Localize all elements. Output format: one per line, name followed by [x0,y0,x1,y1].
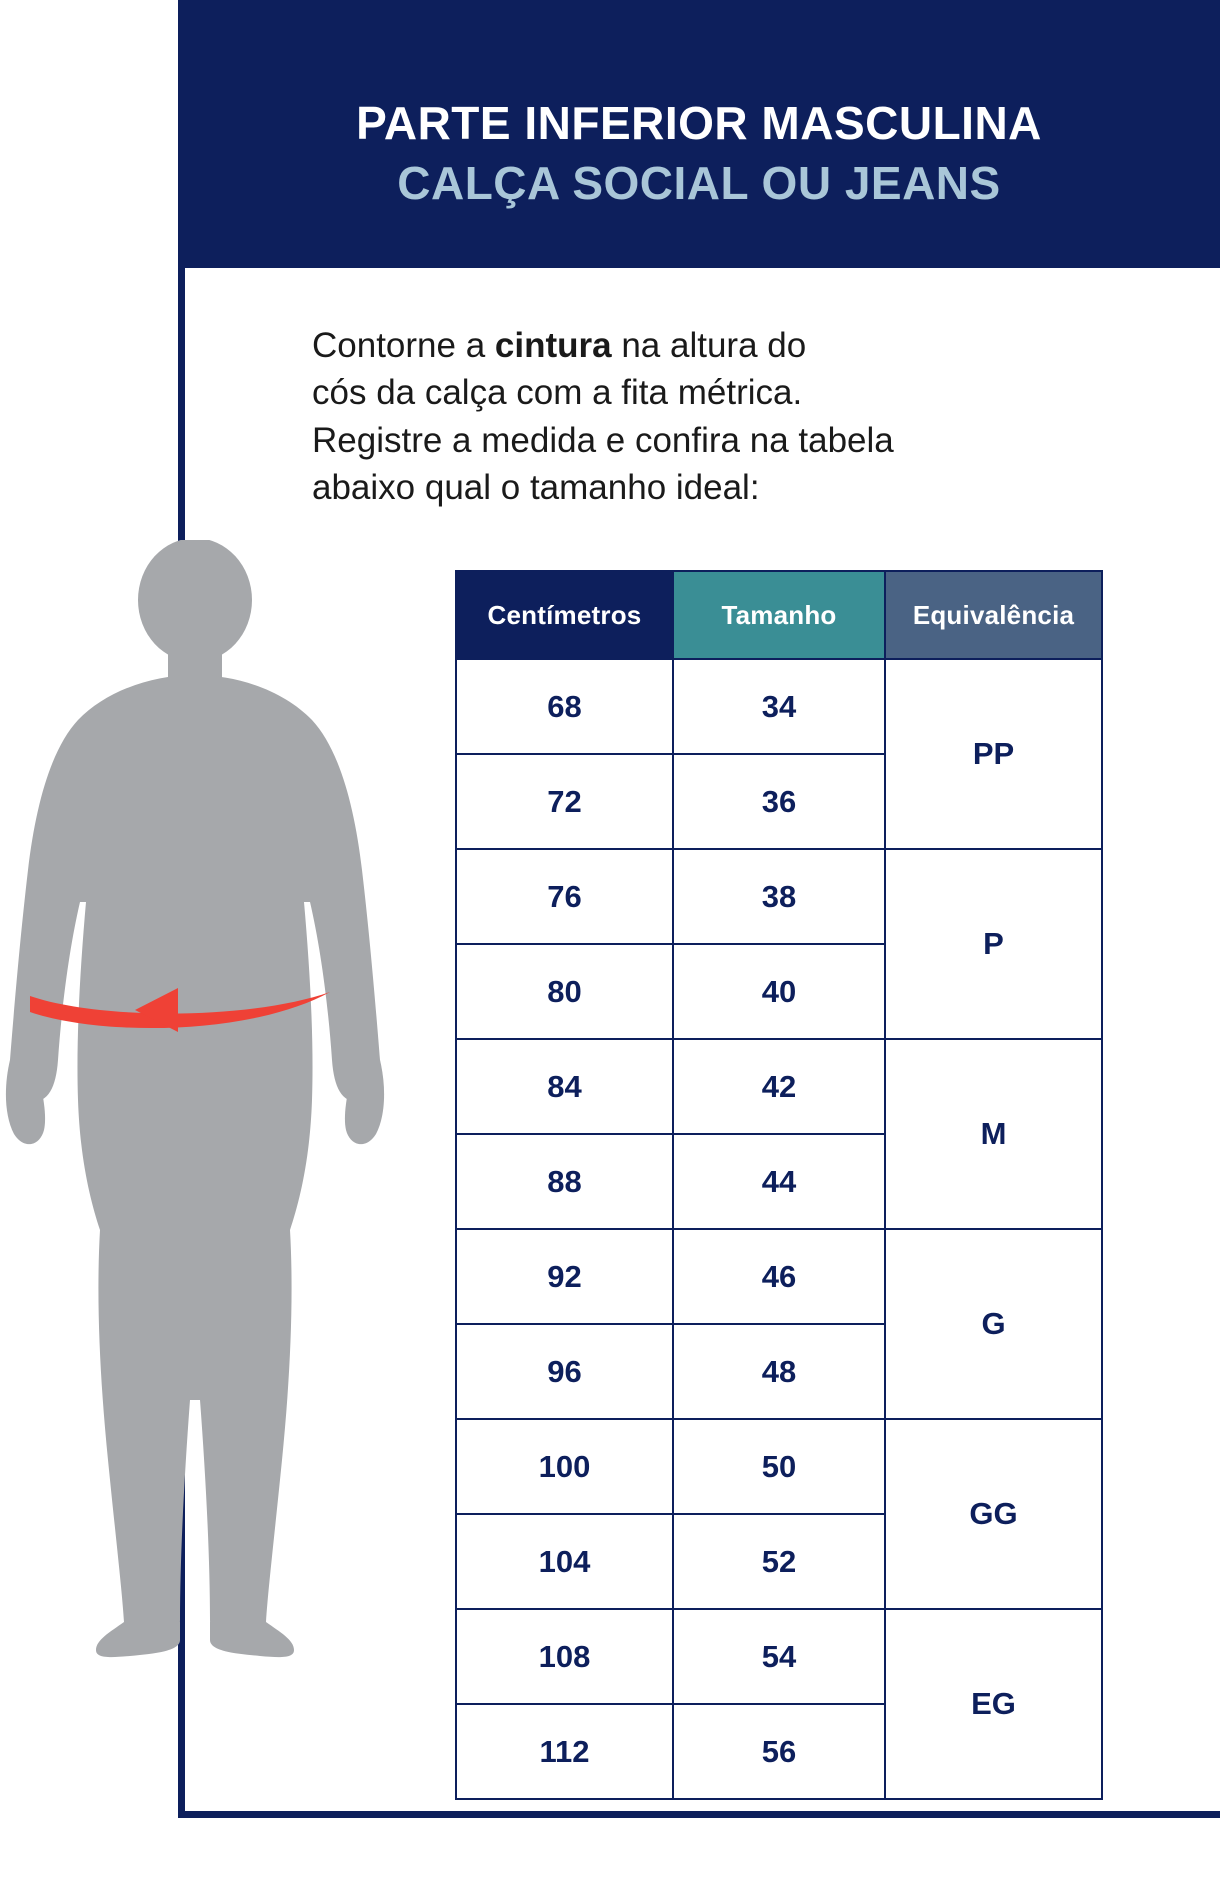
table-row [456,1039,1102,1134]
cell-equivalence: M [885,1039,1102,1229]
table-header-row [456,571,1102,659]
cell-size: 56 [673,1704,885,1799]
table-row [456,1229,1102,1324]
cell-size: 50 [673,1419,885,1514]
column-header-size: Tamanho [673,571,885,659]
instruction-line3: Registre a medida e confira na tabela [312,420,894,460]
header-banner [178,0,1220,268]
cell-size: 34 [673,659,885,754]
instructions-text [312,322,1112,511]
cell-size: 46 [673,1229,885,1324]
cell-centimeters: 72 [456,754,673,849]
cell-centimeters: 88 [456,1134,673,1229]
cell-size: 40 [673,944,885,1039]
cell-size: 52 [673,1514,885,1609]
cell-size: 38 [673,849,885,944]
cell-centimeters: 84 [456,1039,673,1134]
cell-size: 42 [673,1039,885,1134]
cell-centimeters: 108 [456,1609,673,1704]
cell-centimeters: 92 [456,1229,673,1324]
cell-size: 44 [673,1134,885,1229]
table-row [456,659,1102,754]
cell-equivalence: PP [885,659,1102,849]
table-row [456,1419,1102,1514]
cell-centimeters: 104 [456,1514,673,1609]
cell-equivalence: GG [885,1419,1102,1609]
cell-size: 48 [673,1324,885,1419]
cell-centimeters: 76 [456,849,673,944]
cell-size: 54 [673,1609,885,1704]
cell-equivalence: P [885,849,1102,1039]
cell-size: 36 [673,754,885,849]
frame-bottom-border [178,1811,1220,1818]
column-header-centimeters: Centímetros [456,571,673,659]
cell-centimeters: 96 [456,1324,673,1419]
instruction-line2: cós da calça com a fita métrica. [312,373,803,413]
cell-equivalence: G [885,1229,1102,1419]
instruction-keyword: cintura [494,326,612,365]
cell-equivalence: EG [885,1609,1102,1799]
size-table-container [455,570,1095,1800]
cell-centimeters: 80 [456,944,673,1039]
cell-centimeters: 68 [456,659,673,754]
instruction-line1-post: na altura do [611,326,807,365]
body-shape [6,540,384,1657]
instruction-line1-pre: Contorne a [312,326,495,365]
cell-centimeters: 112 [456,1704,673,1799]
cell-centimeters: 100 [456,1419,673,1514]
size-table [455,570,1103,1800]
page-title: PARTE INFERIOR MASCULINA [356,96,1042,149]
column-header-equivalence: Equivalência [885,571,1102,659]
table-row [456,849,1102,944]
page-subtitle: CALÇA SOCIAL OU JEANS [397,157,1001,209]
instruction-line4: abaixo qual o tamanho ideal: [312,467,760,507]
table-row [456,1609,1102,1704]
male-body-silhouette [0,540,390,1660]
